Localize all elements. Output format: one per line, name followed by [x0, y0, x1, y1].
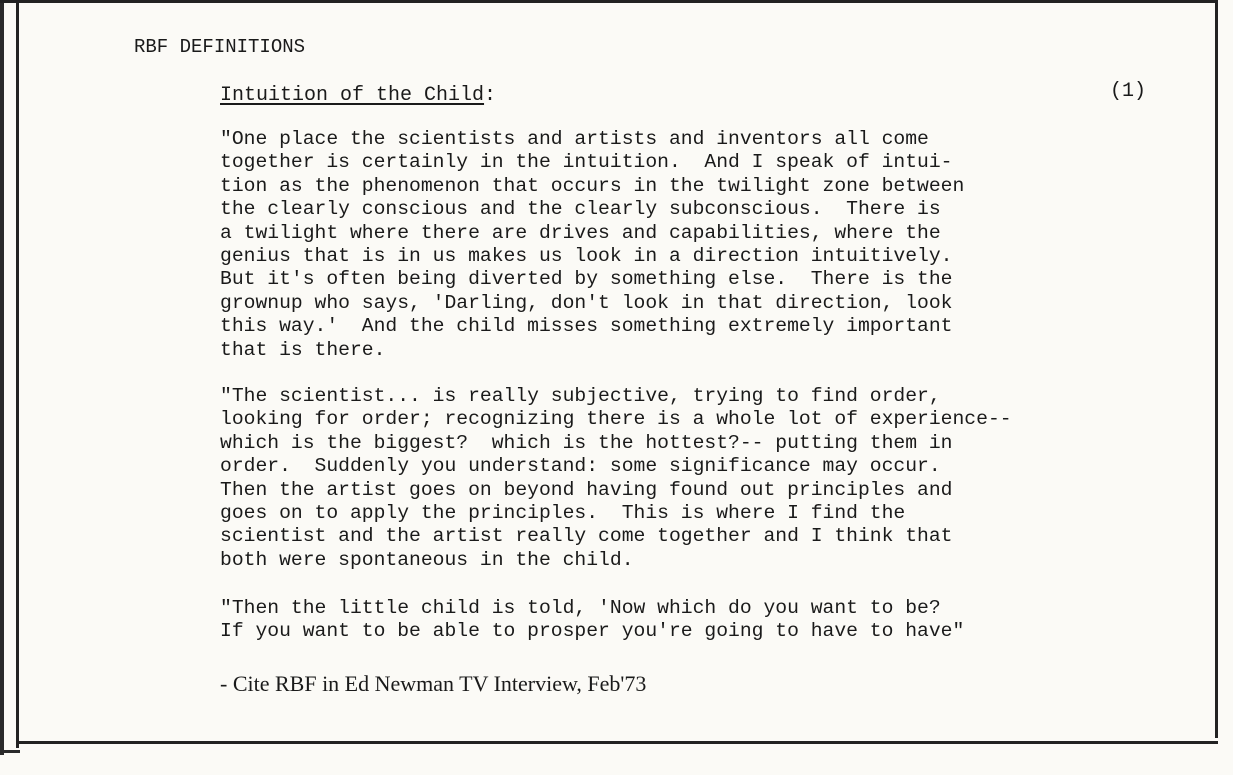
definition-heading-text: Intuition of the Child [220, 84, 485, 107]
definition-heading [220, 84, 496, 107]
frame-border-top [0, 0, 1216, 3]
quote-paragraph-3: "Then the little child is told, 'Now which do you want to be? If you want to be able to prosper you're going to have to have" [220, 597, 965, 643]
quote-paragraph-1: "One place the scientists and artists and inventors all come together is certainly in the intuition. And I speak of intui- tion as the phenomenon that occurs in the twilight zone between the clearly conscious and the clearly subconscious. There is a twilight where there are drives and capabilities, where the genius that is in us makes us look in a direction intuitively. But it's often being diverted by something else. There is the grownup who says, 'Darling, don't look in that direction, look this way.' And the child misses something extremely important that is there. [220, 128, 965, 361]
frame-border-bottom [16, 741, 1218, 744]
frame-border-left [16, 0, 19, 748]
frame-border-left-outer [0, 0, 4, 755]
frame-border-right [1215, 0, 1218, 738]
frame-border-bottom-stub [0, 750, 20, 753]
section-title: RBF DEFINITIONS [134, 36, 306, 58]
page-number: (1) [1110, 80, 1147, 103]
definition-heading-colon: : [484, 84, 497, 107]
citation: - Cite RBF in Ed Newman TV Interview, Feb'73 [220, 671, 647, 696]
quote-paragraph-2: "The scientist... is really subjective, trying to find order, looking for order; recognizing there is a whole lot of experience-- which is the biggest? which is the hottest?-- putting them in order. Suddenly you understand: some significance may occur. Then the artist goes on beyond having found out principles and goes on to apply the principles. This is where I find the scientist and the artist really come together and I think that both were spontaneous in the child. [220, 385, 1012, 571]
